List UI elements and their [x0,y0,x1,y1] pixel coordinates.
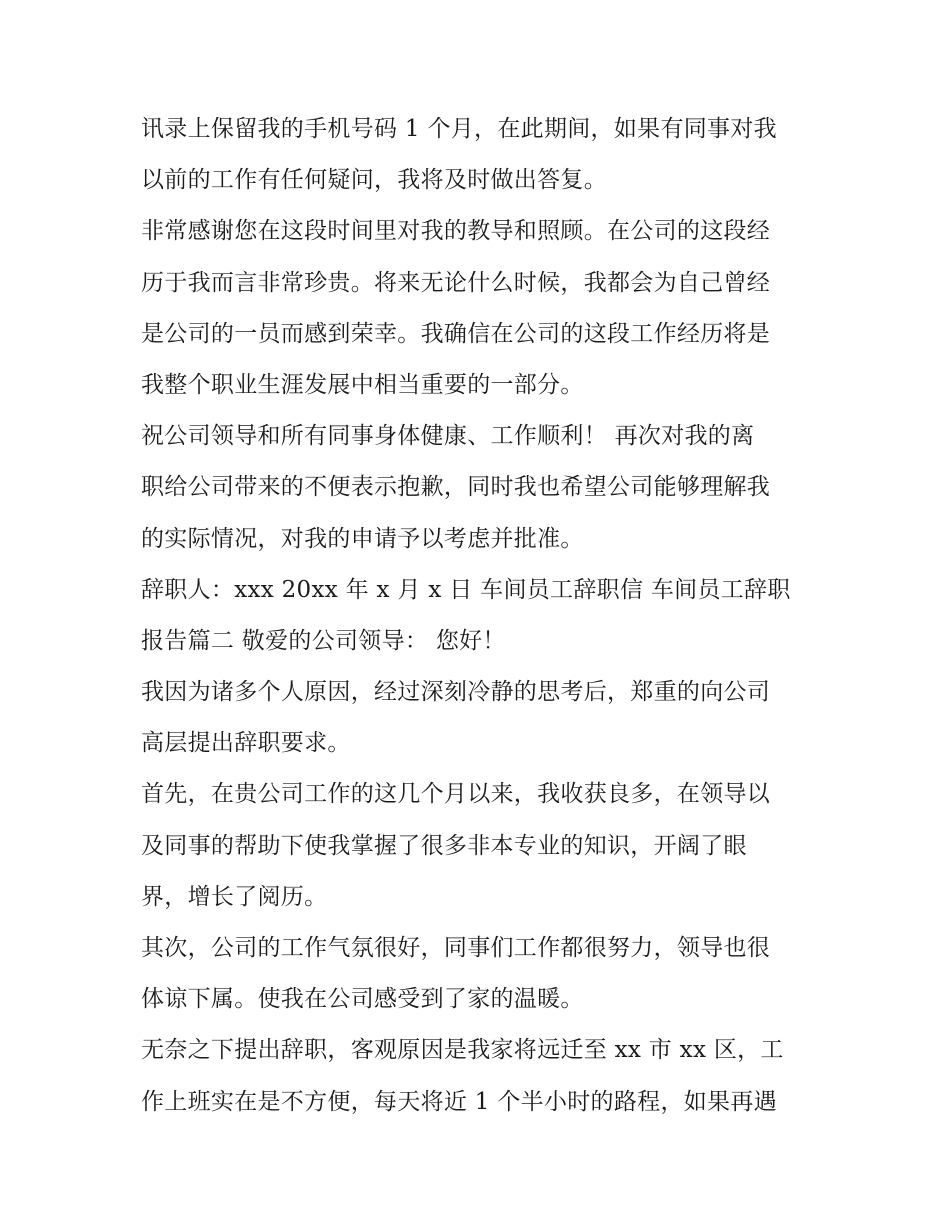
text-line: 辞职人：xxx 20xx 年 x 月 x 日 车间员工辞职信 车间员工辞职 [141,576,791,603]
text-line: 以前的工作有任何疑问，我将及时做出答复。 [141,167,607,194]
text-line: 体谅下属。使我在公司感受到了家的温暖。 [141,986,584,1013]
document-body [141,104,821,1128]
text-line: 非常感谢您在这段时间里对我的教导和照顾。在公司的这段经 [141,218,771,245]
text-line: 是公司的一员而感到荣幸。我确信在公司的这段工作经历将是 [141,320,771,347]
text-line: 讯录上保留我的手机号码 1 个月，在此期间，如果有同事对我 [141,116,777,142]
text-line: 其次，公司的工作气氛很好，同事们工作都很努力，领导也很 [141,935,771,961]
text-line: 我整个职业生涯发展中相当重要的一部分。 [141,371,584,398]
text-line: 高层提出辞职要求。 [141,730,351,757]
text-line: 首先，在贵公司工作的这几个月以来，我收获良多，在领导以 [141,781,771,808]
text-line: 历于我而言非常珍贵。将来无论什么时候，我都会为自己曾经 [141,269,771,296]
text-line: 无奈之下提出辞职，客观原因是我家将远迁至 xx 市 xx 区，工 [141,1037,784,1064]
text-line: 祝公司领导和所有同事身体健康、工作顺利！ 再次对我的离 [141,423,755,450]
text-line: 界，增长了阅历。 [141,883,328,910]
text-line: 及同事的帮助下使我掌握了很多非本专业的知识，开阔了眼 [141,832,747,859]
text-line: 职给公司带来的不便表示抱歉，同时我也希望公司能够理解我 [141,474,771,501]
text-line: 报告篇二 敬爱的公司领导： 您好！ [141,627,506,654]
text-line: 的实际情况，对我的申请予以考虑并批准。 [141,525,584,552]
text-line: 我因为诸多个人原因，经过深刻冷静的思考后，郑重的向公司 [141,679,771,706]
text-line: 作上班实在是不方便，每天将近 1 个半小时的路程，如果再遇 [141,1088,777,1115]
